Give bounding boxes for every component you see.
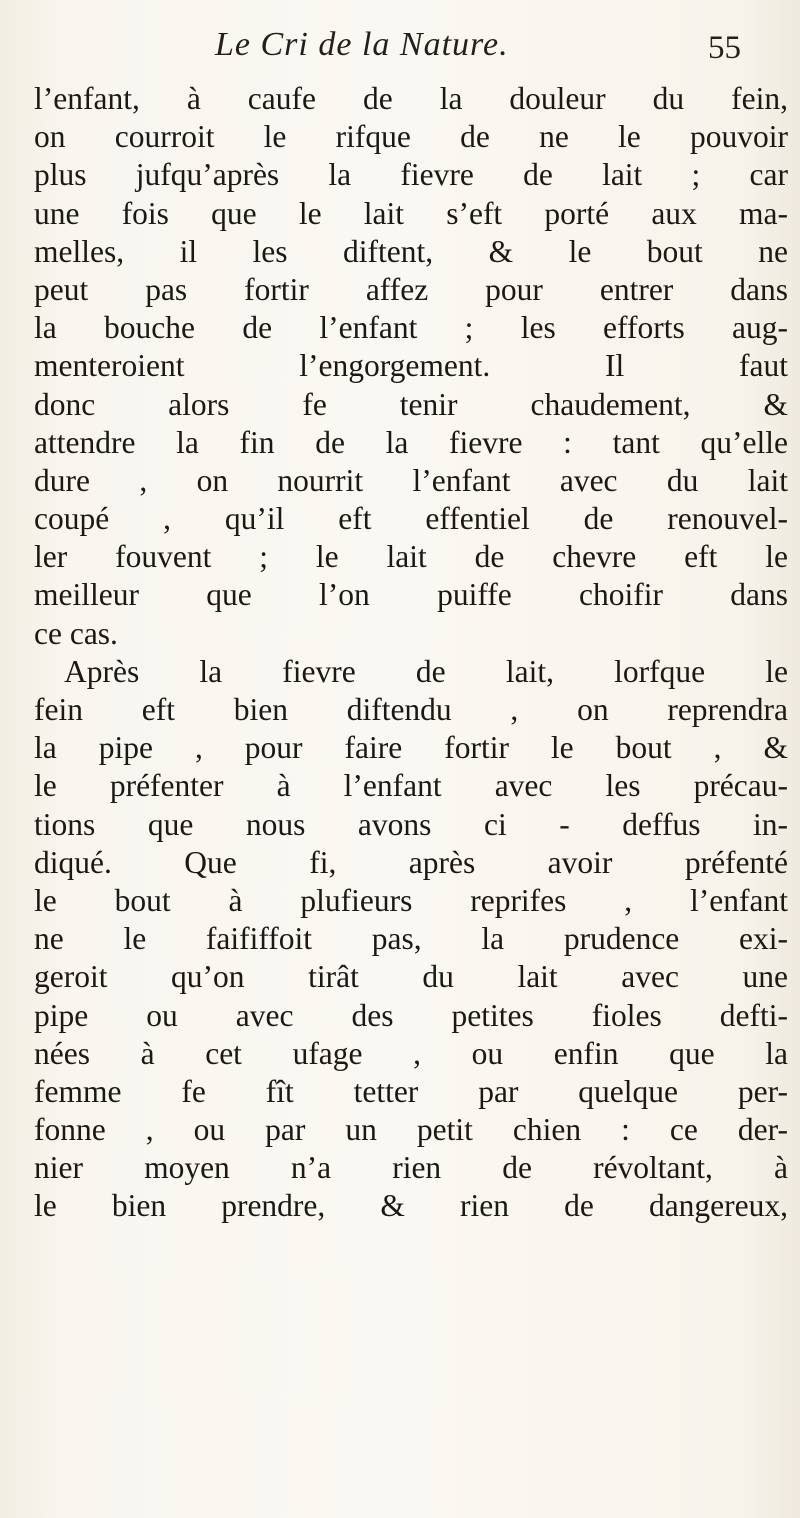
text-line: l’enfant, à caufe de la douleur du fein, [34,81,788,116]
text-line: plus jufqu’après la fievre de lait ; car [34,157,788,193]
text-line: la pipe , pour faire fortir le bout , & [34,730,788,766]
text-line: fonne , ou par un petit chien : ce der- [34,1112,788,1148]
page-number: 55 [708,30,741,66]
running-head [0,20,800,70]
text-line: melles, il les diftent, & le bout ne [34,233,788,269]
body-text [34,80,788,1226]
text-line: nées à cet ufage , ou enfin que la [34,1035,788,1071]
text-line: peut pas fortir affez pour entrer dans [34,271,788,307]
text-line: le bien prendre, & rien de dangereux, [34,1188,788,1224]
text-line: le bout à plufieurs reprifes , l’enfant [34,882,788,918]
text-line: tions que nous avons ci - deffus in- [34,806,788,842]
text-line: donc alors fe tenir chaudement, & [34,386,788,422]
text-line: fein eft bien diftendu , on reprendra [34,692,788,727]
text-line: on courroit le rifque de ne le pouvoir [34,119,788,155]
text-line: diqué. Que fi, après avoir préfenté [34,844,788,880]
text-line: geroit qu’on tirât du lait avec une [34,959,788,995]
text-line: Après la fievre de lait, lorfque le [64,653,788,689]
text-line: dure , on nourrit l’enfant avec du lait [34,462,788,498]
text-line: attendre la fin de la fievre : tant qu’elle [34,424,788,460]
text-line: ce cas. [34,615,118,651]
text-line: le préfenter à l’enfant avec les précau- [34,768,788,804]
running-title: Le Cri de la Nature. [215,26,509,63]
text-line: ler fouvent ; le lait de chevre eft le [34,539,788,575]
text-line: femme fe fît tetter par quelque per- [34,1073,788,1109]
text-line: coupé , qu’il eft effentiel de renouvel- [34,501,788,537]
text-line: nier moyen n’a rien de révoltant, à [34,1150,788,1186]
text-line: meilleur que l’on puiffe choifir dans [34,577,788,613]
text-line: une fois que le lait s’eft porté aux ma- [34,195,788,231]
text-line: la bouche de l’enfant ; les efforts aug- [34,310,788,346]
text-line: menteroient l’engorgement. Il faut [34,348,788,384]
text-line: ne le faififfoit pas, la prudence exi- [34,921,788,957]
text-line: pipe ou avec des petites fioles defti- [34,997,788,1033]
